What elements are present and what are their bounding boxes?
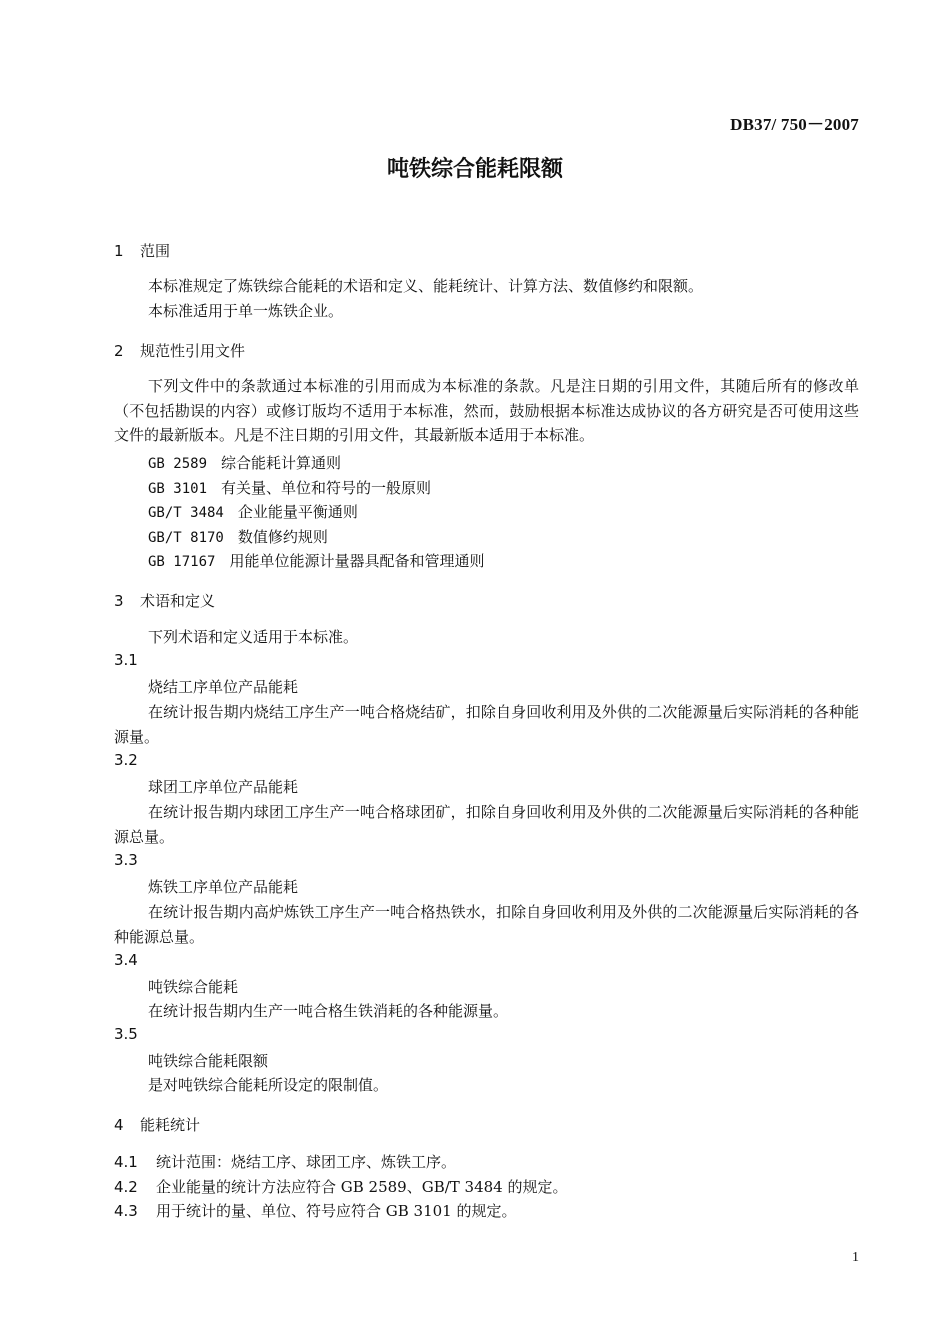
section-title: 范围 — [140, 242, 171, 260]
subclause — [114, 1151, 456, 1172]
reference-code: GB/T 3484 — [148, 505, 224, 521]
term-name: 球团工序单位产品能耗 — [148, 778, 299, 796]
section-heading — [114, 1114, 200, 1135]
section-number: 4 — [114, 1116, 124, 1134]
term-definition: 在统计报告期内烧结工序生产一吨合格烧结矿，扣除自身回收利用及外供的二次能源量后实际消耗的各种能源量。 — [114, 703, 859, 746]
clause-number: 3.2 — [114, 751, 138, 769]
section-number: 2 — [114, 342, 124, 360]
reference-item — [148, 477, 431, 498]
term-definition: 是对吨铁综合能耗所设定的限制值。 — [148, 1076, 389, 1094]
clause-number: 4.3 — [114, 1202, 138, 1220]
clause-number: 4.2 — [114, 1178, 138, 1196]
section-heading — [114, 590, 215, 611]
reference-code: GB/T 8170 — [148, 530, 224, 546]
section-title: 能耗统计 — [140, 1116, 201, 1134]
clause-number: 3.5 — [114, 1025, 138, 1043]
paragraph: 下列文件中的条款通过本标准的引用而成为本标准的条款。凡是注日期的引用文件，其随后所有的修改单（不包括勘误的内容）或修订版均不适用于本标准，然而，鼓励根据本标准达成协议的各方研究是否可使用这些文件的最新版本。凡是不注日期的引用文件，其最新版本适用于本标准。 — [114, 377, 859, 444]
term-name: 吨铁综合能耗 — [148, 978, 239, 996]
reference-code: GB 2589 — [148, 456, 208, 472]
subclause — [114, 1200, 517, 1221]
reference-item — [148, 501, 358, 522]
reference-item — [148, 526, 328, 547]
reference-code: GB 3101 — [148, 481, 208, 497]
paragraph: 下列术语和定义适用于本标准。 — [148, 628, 359, 646]
term-name: 炼铁工序单位产品能耗 — [148, 878, 299, 896]
clause-text: 统计范围：烧结工序、球团工序、炼铁工序。 — [156, 1153, 457, 1171]
section-title: 规范性引用文件 — [140, 342, 246, 360]
term-definition: 在统计报告期内高炉炼铁工序生产一吨合格热铁水，扣除自身回收利用及外供的二次能源量后实际消耗的各种能源总量。 — [114, 903, 859, 946]
term-definition: 在统计报告期内球团工序生产一吨合格球团矿，扣除自身回收利用及外供的二次能源量后实际消耗的各种能源总量。 — [114, 803, 859, 846]
document-title: 吨铁综合能耗限额 — [386, 157, 563, 182]
reference-code: GB 17167 — [148, 554, 216, 570]
section-heading — [114, 240, 170, 261]
clause-number: 4.1 — [114, 1153, 138, 1171]
subclause — [114, 1176, 568, 1197]
clause-number: 3.3 — [114, 851, 138, 869]
reference-title: 有关量、单位和符号的一般原则 — [221, 479, 432, 497]
term-name: 烧结工序单位产品能耗 — [148, 678, 299, 696]
paragraph: 本标准规定了炼铁综合能耗的术语和定义、能耗统计、计算方法、数值修约和限额。 — [148, 277, 704, 295]
reference-item — [148, 452, 341, 473]
page-number: 1 — [852, 1250, 859, 1265]
section-number: 3 — [114, 592, 124, 610]
clause-text: 企业能量的统计方法应符合 GB 2589、GB/T 3484 的规定。 — [156, 1178, 568, 1196]
paragraph: 本标准适用于单一炼铁企业。 — [148, 302, 344, 320]
standard-code: DB37/ 750－2007 — [730, 115, 859, 134]
term-definition: 在统计报告期内生产一吨合格生铁消耗的各种能源量。 — [148, 1002, 509, 1020]
reference-title: 用能单位能源计量器具配备和管理通则 — [229, 552, 485, 570]
reference-title: 综合能耗计算通则 — [221, 454, 342, 472]
clause-number: 3.4 — [114, 951, 138, 969]
term-name: 吨铁综合能耗限额 — [148, 1052, 269, 1070]
clause-number: 3.1 — [114, 651, 138, 669]
reference-title: 企业能量平衡通则 — [237, 503, 358, 521]
clause-text: 用于统计的量、单位、符号应符合 GB 3101 的规定。 — [156, 1202, 517, 1220]
section-number: 1 — [114, 242, 124, 260]
reference-title: 数值修约规则 — [237, 528, 328, 546]
reference-item — [148, 550, 484, 571]
section-title: 术语和定义 — [140, 592, 216, 610]
section-heading — [114, 340, 245, 361]
